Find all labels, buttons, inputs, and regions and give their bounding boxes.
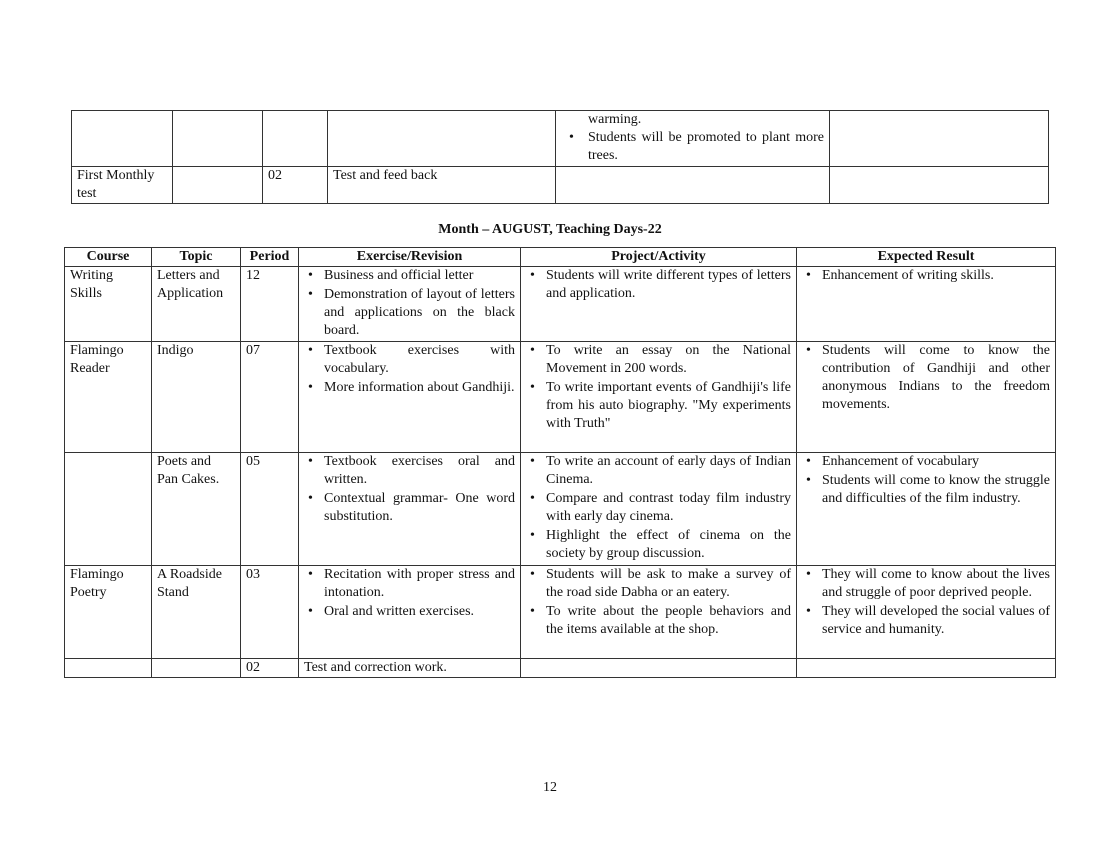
exercise-cell [299, 342, 521, 453]
period-cell: 02 [263, 167, 328, 204]
list-item: • Students will come to know the struggle and difficulties of the film industry. [802, 472, 1050, 508]
month-heading: Month – AUGUST, Teaching Days-22 [438, 222, 662, 237]
period-cell: 03 [241, 566, 299, 659]
project-cell [521, 659, 797, 678]
header-course: Course [65, 248, 152, 267]
table-row [65, 659, 1056, 678]
list-item: • Compare and contrast today film industry with early day cinema. [526, 490, 791, 526]
list-item: • Textbook exercises oral and written. [304, 453, 515, 489]
list-item: • They will come to know about the lives and struggle of poor deprived people. [802, 566, 1050, 602]
list-item: • Oral and written exercises. [304, 603, 515, 621]
header-result: Expected Result [797, 248, 1056, 267]
topic-cell: Poets and Pan Cakes. [152, 453, 241, 566]
course-cell: First Monthly test [72, 167, 173, 204]
course-cell: Writing Skills [65, 267, 152, 342]
course-cell: Flamingo Reader [65, 342, 152, 453]
exercise-cell [299, 267, 521, 342]
exercise-cell [328, 111, 556, 167]
result-cell [797, 267, 1056, 342]
exercise-cell: Test and correction work. [299, 659, 521, 678]
table-row [72, 111, 1049, 167]
table-header-row [65, 248, 1056, 267]
list-item: • To write an account of early days of Indian Cinema. [526, 453, 791, 489]
result-cell [797, 342, 1056, 453]
list-item: • Contextual grammar- One word substitution. [304, 490, 515, 526]
exercise-cell [299, 453, 521, 566]
list-item: • Demonstration of layout of letters and applications on the black board. [304, 286, 515, 340]
list-item: • Students will come to know the contribution of Gandhiji and other anonymous Indians to the freedom movements. [802, 342, 1050, 414]
header-exercise: Exercise/Revision [299, 248, 521, 267]
period-cell: 05 [241, 453, 299, 566]
list-item: • Students will write different types of letters and application. [526, 267, 791, 303]
period-cell: 07 [241, 342, 299, 453]
result-cell [830, 111, 1049, 167]
page-number: 12 [543, 780, 557, 795]
period-cell: 12 [241, 267, 299, 342]
carryover-table [71, 110, 1049, 204]
list-item: • Recitation with proper stress and intonation. [304, 566, 515, 602]
list-item: • Students will be ask to make a survey of the road side Dabha or an eatery. [526, 566, 791, 602]
topic-cell [173, 167, 263, 204]
table-row [72, 167, 1049, 204]
period-cell [263, 111, 328, 167]
list-item: • To write an essay on the National Movement in 200 words. [526, 342, 791, 378]
topic-cell: Letters and Application [152, 267, 241, 342]
list-item: • Students will be promoted to plant more trees. [561, 129, 824, 165]
topic-cell [173, 111, 263, 167]
project-cell [521, 566, 797, 659]
table-row [65, 342, 1056, 453]
result-cell [830, 167, 1049, 204]
table-row [65, 566, 1056, 659]
course-cell: Flamingo Poetry [65, 566, 152, 659]
topic-cell [152, 659, 241, 678]
project-cell [521, 267, 797, 342]
header-project: Project/Activity [521, 248, 797, 267]
result-cell [797, 453, 1056, 566]
header-topic: Topic [152, 248, 241, 267]
topic-cell: Indigo [152, 342, 241, 453]
course-cell [65, 453, 152, 566]
list-item: • Business and official letter [304, 267, 515, 285]
result-cell [797, 659, 1056, 678]
topic-cell: A Roadside Stand [152, 566, 241, 659]
project-cell [556, 167, 830, 204]
table-row [65, 453, 1056, 566]
project-cell [556, 111, 830, 167]
result-cell [797, 566, 1056, 659]
august-plan-table [64, 247, 1056, 678]
list-item: • Textbook exercises with vocabulary. [304, 342, 515, 378]
project-cell [521, 342, 797, 453]
period-cell: 02 [241, 659, 299, 678]
list-item: • To write about the people behaviors and the items available at the shop. [526, 603, 791, 639]
course-cell [65, 659, 152, 678]
list-item: • To write important events of Gandhiji's life from his auto biography. "My experiments with Truth" [526, 379, 791, 433]
list-item: • They will developed the social values of service and humanity. [802, 603, 1050, 639]
list-item: • Highlight the effect of cinema on the society by group discussion. [526, 527, 791, 563]
table-row [65, 267, 1056, 342]
list-item: warming. [588, 112, 642, 127]
list-item: • Enhancement of vocabulary [802, 453, 1050, 471]
header-period: Period [241, 248, 299, 267]
exercise-cell: Test and feed back [328, 167, 556, 204]
course-cell [72, 111, 173, 167]
list-item: • More information about Gandhiji. [304, 379, 515, 397]
project-cell [521, 453, 797, 566]
exercise-cell [299, 566, 521, 659]
list-item: • Enhancement of writing skills. [802, 267, 1050, 285]
